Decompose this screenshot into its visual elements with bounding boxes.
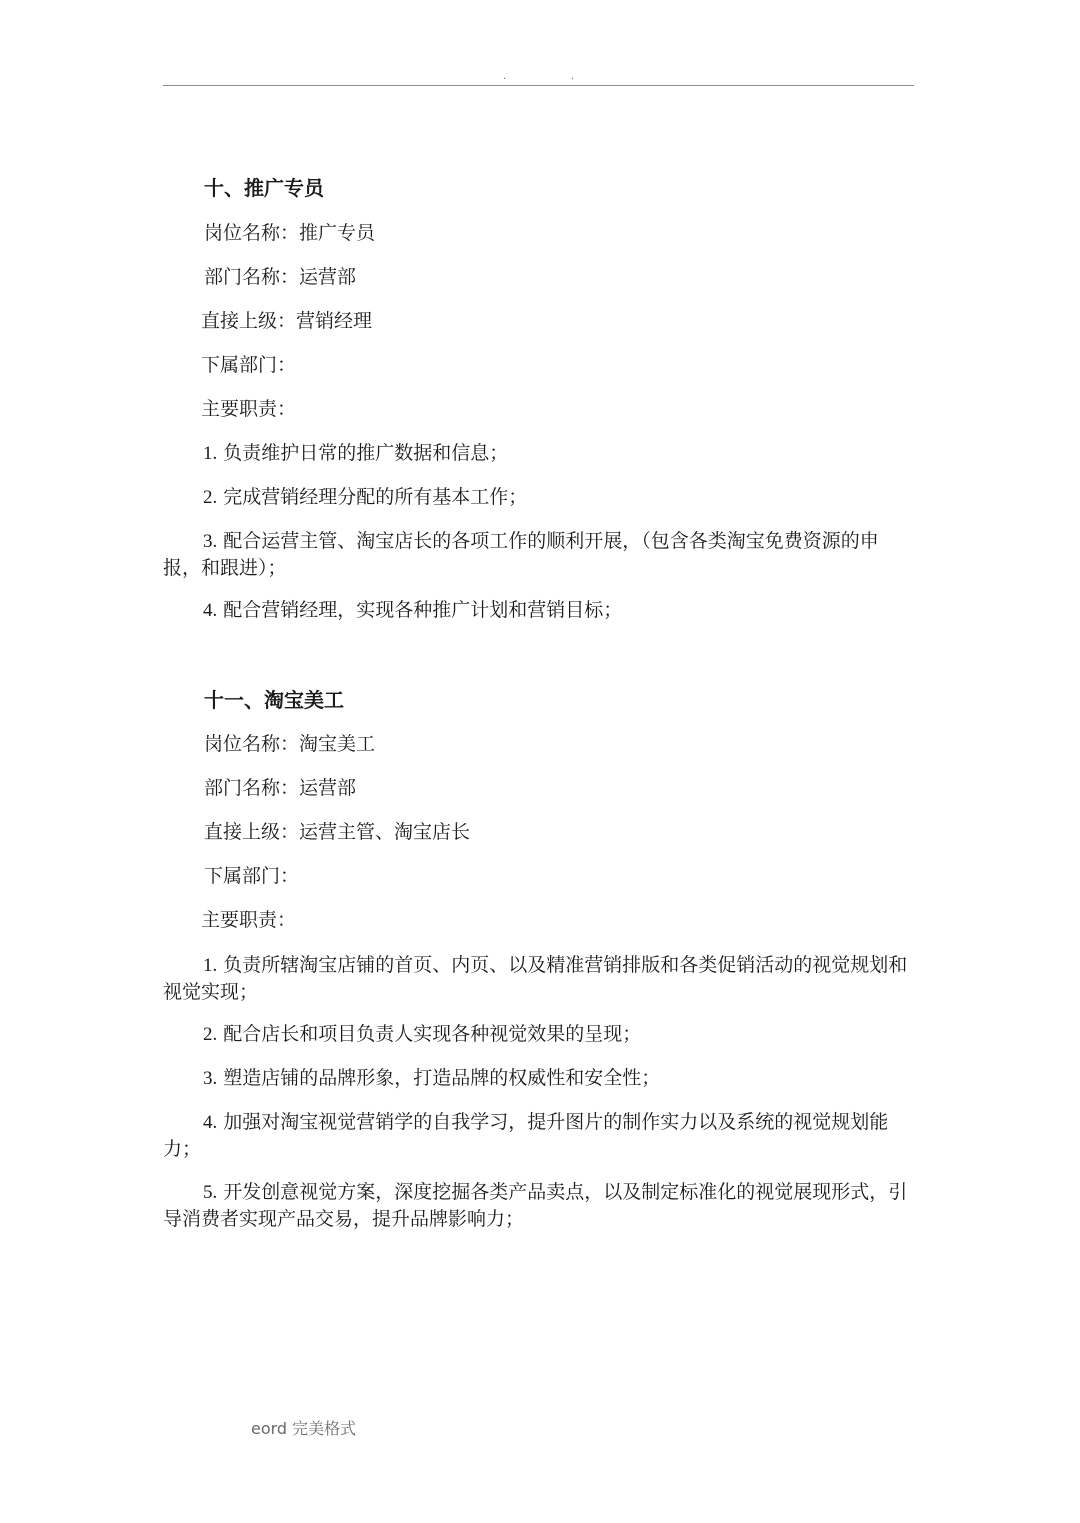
duty-item [163,952,908,1005]
field-direct-superior: 直接上级：运营主管、淘宝店长 [204,821,471,843]
duty-number: 3. [203,1068,218,1089]
duty-text: 负责所辖淘宝店铺的首页、内页、以及精准营销排版和各类促销活动的视觉规划和视觉实现； [163,954,908,1003]
duty-number: 5. [203,1182,218,1203]
footer-text: eord 完美格式 [251,1419,357,1438]
field-department-name: 部门名称：运营部 [204,266,357,288]
duty-text: 配合店长和项目负责人实现各种视觉效果的呈现； [223,1023,642,1045]
field-main-duties: 主要职责： [201,398,297,420]
duty-item [163,1021,908,1048]
field-direct-superior: 直接上级：营销经理 [201,310,373,332]
section-title: 十、推广专员 [204,176,324,200]
duty-number: 1. [203,443,218,464]
duty-item [163,484,908,511]
duty-number: 1. [203,955,218,976]
duty-text: 完成营销经理分配的所有基本工作； [223,486,528,508]
duty-text: 加强对淘宝视觉营销学的自我学习，提升图片的制作实力以及系统的视觉规划能力； [163,1111,889,1160]
header-rule [163,85,914,86]
field-main-duties: 主要职责： [201,909,297,931]
header-mark-right: . [571,71,575,82]
duty-item [163,1065,908,1092]
field-position-name: 岗位名称：推广专员 [204,222,376,244]
duty-text: 负责维护日常的推广数据和信息； [223,442,509,464]
duty-number: 2. [203,487,218,508]
field-subordinate-department: 下属部门： [204,865,300,887]
header-mark-left: . [503,71,507,82]
duty-item [163,1179,908,1232]
duty-number: 3. [203,531,218,552]
field-subordinate-department: 下属部门： [201,354,297,376]
field-position-name: 岗位名称：淘宝美工 [204,733,376,755]
field-department-name: 部门名称：运营部 [204,777,357,799]
duty-number: 2. [203,1024,218,1045]
duty-item [163,597,908,624]
duty-number: 4. [203,600,218,621]
duty-text: 塑造店铺的品牌形象，打造品牌的权威性和安全性； [223,1067,661,1089]
duty-text: 开发创意视觉方案，深度挖掘各类产品卖点，以及制定标准化的视觉展现形式，引导消费者实现产品交易，提升品牌影响力； [163,1181,908,1230]
duty-text: 配合营销经理，实现各种推广计划和营销目标； [223,599,623,621]
duty-text: 配合运营主管、淘宝店长的各项工作的顺利开展，（包含各类淘宝免费资源的申报，和跟进）； [163,530,879,579]
section-title: 十一、淘宝美工 [204,688,344,712]
duty-item [163,440,908,467]
duty-item [163,528,908,581]
duty-number: 4. [203,1112,218,1133]
duty-item [163,1109,908,1162]
